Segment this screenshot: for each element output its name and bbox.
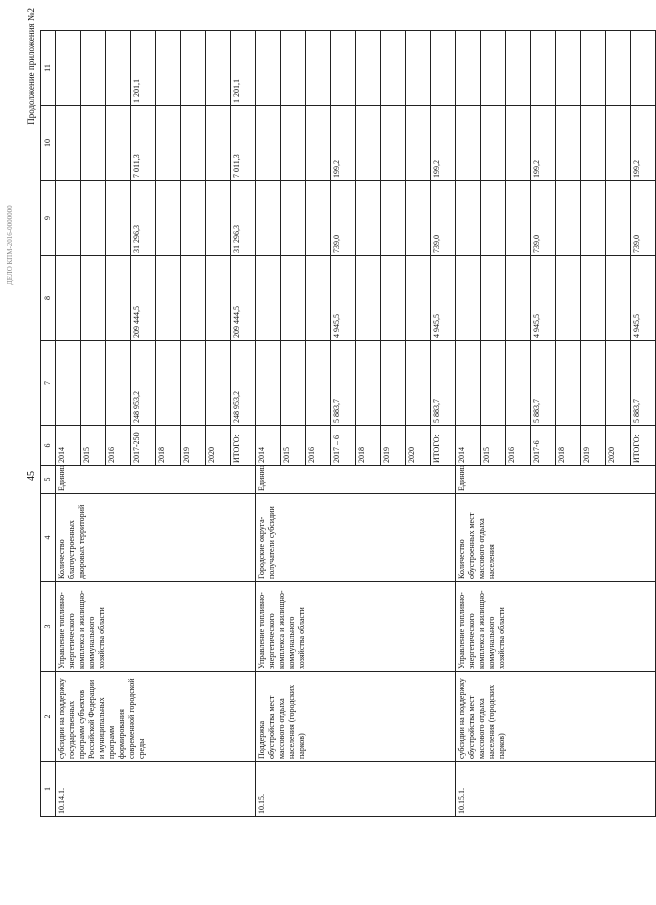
extra-cell	[556, 31, 581, 106]
column-number: 3	[41, 582, 56, 672]
year-cell: 2016	[306, 426, 331, 466]
regional-cell	[406, 181, 431, 256]
total-cell	[106, 341, 131, 426]
extra-cell	[381, 31, 406, 106]
regional-cell	[556, 181, 581, 256]
regional-cell	[156, 181, 181, 256]
federal-cell	[106, 256, 131, 341]
total-cell	[581, 341, 606, 426]
total-cell: 5 883,7	[331, 341, 356, 426]
local-cell	[81, 106, 106, 181]
federal-cell	[506, 256, 531, 341]
federal-cell	[581, 256, 606, 341]
row-number-cell: 10.15.1.	[456, 762, 656, 817]
year-cell: 2019	[381, 426, 406, 466]
extra-cell: 1 201,1	[131, 31, 156, 106]
year-cell: 2020	[406, 426, 431, 466]
appendix-table	[40, 30, 656, 817]
year-cell: 2018	[156, 426, 181, 466]
regional-cell	[106, 181, 131, 256]
year-cell: 2016	[506, 426, 531, 466]
table-row	[256, 31, 281, 817]
year-cell: 2017-250	[131, 426, 156, 466]
column-number: 4	[41, 494, 56, 582]
total-cell	[506, 341, 531, 426]
year-cell: ИТОГО:	[231, 426, 256, 466]
federal-cell	[156, 256, 181, 341]
extra-cell	[406, 31, 431, 106]
federal-cell	[456, 256, 481, 341]
federal-cell	[306, 256, 331, 341]
year-cell: 2019	[181, 426, 206, 466]
table-body	[41, 31, 656, 817]
regional-cell	[356, 181, 381, 256]
local-cell: 199,2	[631, 106, 656, 181]
total-cell	[181, 341, 206, 426]
column-number: 8	[41, 256, 56, 341]
indicator-cell: Количество благоустроенных дворовых территорий	[56, 494, 256, 582]
extra-cell	[206, 31, 231, 106]
column-number: 5	[41, 466, 56, 494]
local-cell	[456, 106, 481, 181]
column-number: 2	[41, 672, 56, 762]
regional-cell	[506, 181, 531, 256]
federal-cell: 209 444,5	[231, 256, 256, 341]
column-number: 1	[41, 762, 56, 817]
local-cell	[206, 106, 231, 181]
regional-cell: 739,0	[531, 181, 556, 256]
year-cell: 2017 – 6	[331, 426, 356, 466]
total-cell: 248 953,2	[231, 341, 256, 426]
extra-cell	[481, 31, 506, 106]
department-cell: Управление топливно-энергетического комплекса и жилищно-коммунального хозяйства области	[256, 582, 456, 672]
federal-cell: 4 945,5	[631, 256, 656, 341]
year-cell: 2018	[556, 426, 581, 466]
federal-cell	[206, 256, 231, 341]
extra-cell	[281, 31, 306, 106]
extra-cell	[581, 31, 606, 106]
extra-cell	[456, 31, 481, 106]
year-cell: 2014	[56, 426, 81, 466]
measure-name-cell: Поддержка обустройства мест массового отдыха населения (городских парков)	[256, 672, 456, 762]
total-cell: 5 883,7	[531, 341, 556, 426]
regional-cell: 31 296,3	[131, 181, 156, 256]
regional-cell: 739,0	[631, 181, 656, 256]
local-cell	[356, 106, 381, 181]
year-cell: 2019	[581, 426, 606, 466]
federal-cell	[256, 256, 281, 341]
total-cell	[306, 341, 331, 426]
federal-cell	[356, 256, 381, 341]
local-cell: 199,2	[531, 106, 556, 181]
federal-cell	[81, 256, 106, 341]
federal-cell	[406, 256, 431, 341]
federal-cell: 4 945,5	[531, 256, 556, 341]
total-cell	[56, 341, 81, 426]
extra-cell	[156, 31, 181, 106]
federal-cell	[281, 256, 306, 341]
extra-cell	[181, 31, 206, 106]
column-number: 6	[41, 426, 56, 466]
local-cell: 199,2	[431, 106, 456, 181]
registry-stamp: ДЕЛО КПМ-2016-0000000	[6, 205, 14, 285]
total-cell	[356, 341, 381, 426]
indicator-cell: Городские округа-получатели субсидии	[256, 494, 456, 582]
extra-cell	[306, 31, 331, 106]
year-cell: 2015	[481, 426, 506, 466]
extra-cell	[356, 31, 381, 106]
table-row	[456, 31, 481, 817]
extra-cell	[606, 31, 631, 106]
total-cell: 5 883,7	[631, 341, 656, 426]
total-cell	[406, 341, 431, 426]
federal-cell	[556, 256, 581, 341]
year-cell: 2020	[606, 426, 631, 466]
federal-cell: 4 945,5	[331, 256, 356, 341]
local-cell	[181, 106, 206, 181]
local-cell	[256, 106, 281, 181]
federal-cell: 209 444,5	[131, 256, 156, 341]
local-cell	[606, 106, 631, 181]
column-number: 9	[41, 181, 56, 256]
measure-name-cell: субсидии на поддержку обустройства мест массового отдыха населения (городских парков)	[456, 672, 656, 762]
local-cell	[281, 106, 306, 181]
extra-cell	[56, 31, 81, 106]
federal-cell	[481, 256, 506, 341]
page-number: 45	[26, 471, 37, 481]
regional-cell	[456, 181, 481, 256]
regional-cell	[581, 181, 606, 256]
regional-cell	[81, 181, 106, 256]
unit-cell: Единиц	[456, 466, 656, 494]
local-cell	[506, 106, 531, 181]
local-cell	[406, 106, 431, 181]
extra-cell: 1 201,1	[231, 31, 256, 106]
total-cell	[556, 341, 581, 426]
local-cell	[556, 106, 581, 181]
column-number: 7	[41, 341, 56, 426]
federal-cell: 4 945,5	[431, 256, 456, 341]
extra-cell	[81, 31, 106, 106]
year-cell: 2014	[456, 426, 481, 466]
measure-name-cell: субсидии на поддержку государственных программ субъектов Российской Федерации и муниципальных программ формирования современной городской среды	[56, 672, 256, 762]
total-cell: 248 953,2	[131, 341, 156, 426]
continuation-label: Продолжение приложения №2	[26, 8, 36, 125]
regional-cell	[181, 181, 206, 256]
extra-cell	[506, 31, 531, 106]
department-cell: Управление топливно-энергетического комплекса и жилищно-коммунального хозяйства области	[56, 582, 256, 672]
total-cell	[281, 341, 306, 426]
regional-cell: 31 296,3	[231, 181, 256, 256]
total-cell	[481, 341, 506, 426]
local-cell: 7 011,3	[231, 106, 256, 181]
unit-cell: Единиц	[256, 466, 456, 494]
extra-cell	[331, 31, 356, 106]
federal-cell	[381, 256, 406, 341]
extra-cell	[106, 31, 131, 106]
regional-cell	[206, 181, 231, 256]
year-cell: 2017-6	[531, 426, 556, 466]
department-cell: Управление топливно-энергетического комплекса и жилищно-коммунального хозяйства области	[456, 582, 656, 672]
regional-cell: 739,0	[431, 181, 456, 256]
total-cell	[381, 341, 406, 426]
local-cell	[156, 106, 181, 181]
regional-cell: 739,0	[331, 181, 356, 256]
indicator-cell: Количество обустроенных мест массового отдыха населения	[456, 494, 656, 582]
regional-cell	[56, 181, 81, 256]
total-cell	[156, 341, 181, 426]
local-cell	[106, 106, 131, 181]
column-number: 11	[41, 31, 56, 106]
year-cell: 2015	[81, 426, 106, 466]
regional-cell	[281, 181, 306, 256]
extra-cell	[256, 31, 281, 106]
federal-cell	[56, 256, 81, 341]
total-cell	[206, 341, 231, 426]
local-cell	[306, 106, 331, 181]
regional-cell	[256, 181, 281, 256]
local-cell	[56, 106, 81, 181]
local-cell	[581, 106, 606, 181]
extra-cell	[631, 31, 656, 106]
local-cell	[481, 106, 506, 181]
total-cell	[606, 341, 631, 426]
total-cell: 5 883,7	[431, 341, 456, 426]
federal-cell	[606, 256, 631, 341]
total-cell	[456, 341, 481, 426]
row-number-cell: 10.14.1.	[56, 762, 256, 817]
row-number-cell: 10.15.	[256, 762, 456, 817]
extra-cell	[531, 31, 556, 106]
year-cell: 2018	[356, 426, 381, 466]
year-cell: ИТОГО:	[631, 426, 656, 466]
extra-cell	[431, 31, 456, 106]
table-row	[56, 31, 81, 817]
regional-cell	[381, 181, 406, 256]
regional-cell	[606, 181, 631, 256]
year-cell: 2015	[281, 426, 306, 466]
regional-cell	[481, 181, 506, 256]
year-cell: 2020	[206, 426, 231, 466]
regional-cell	[306, 181, 331, 256]
column-number: 10	[41, 106, 56, 181]
local-cell: 7 011,3	[131, 106, 156, 181]
total-cell	[81, 341, 106, 426]
local-cell: 199,2	[331, 106, 356, 181]
unit-cell: Единиц	[56, 466, 256, 494]
federal-cell	[181, 256, 206, 341]
total-cell	[256, 341, 281, 426]
year-cell: 2014	[256, 426, 281, 466]
year-cell: ИТОГО:	[431, 426, 456, 466]
local-cell	[381, 106, 406, 181]
column-number-row	[41, 31, 56, 817]
year-cell: 2016	[106, 426, 131, 466]
